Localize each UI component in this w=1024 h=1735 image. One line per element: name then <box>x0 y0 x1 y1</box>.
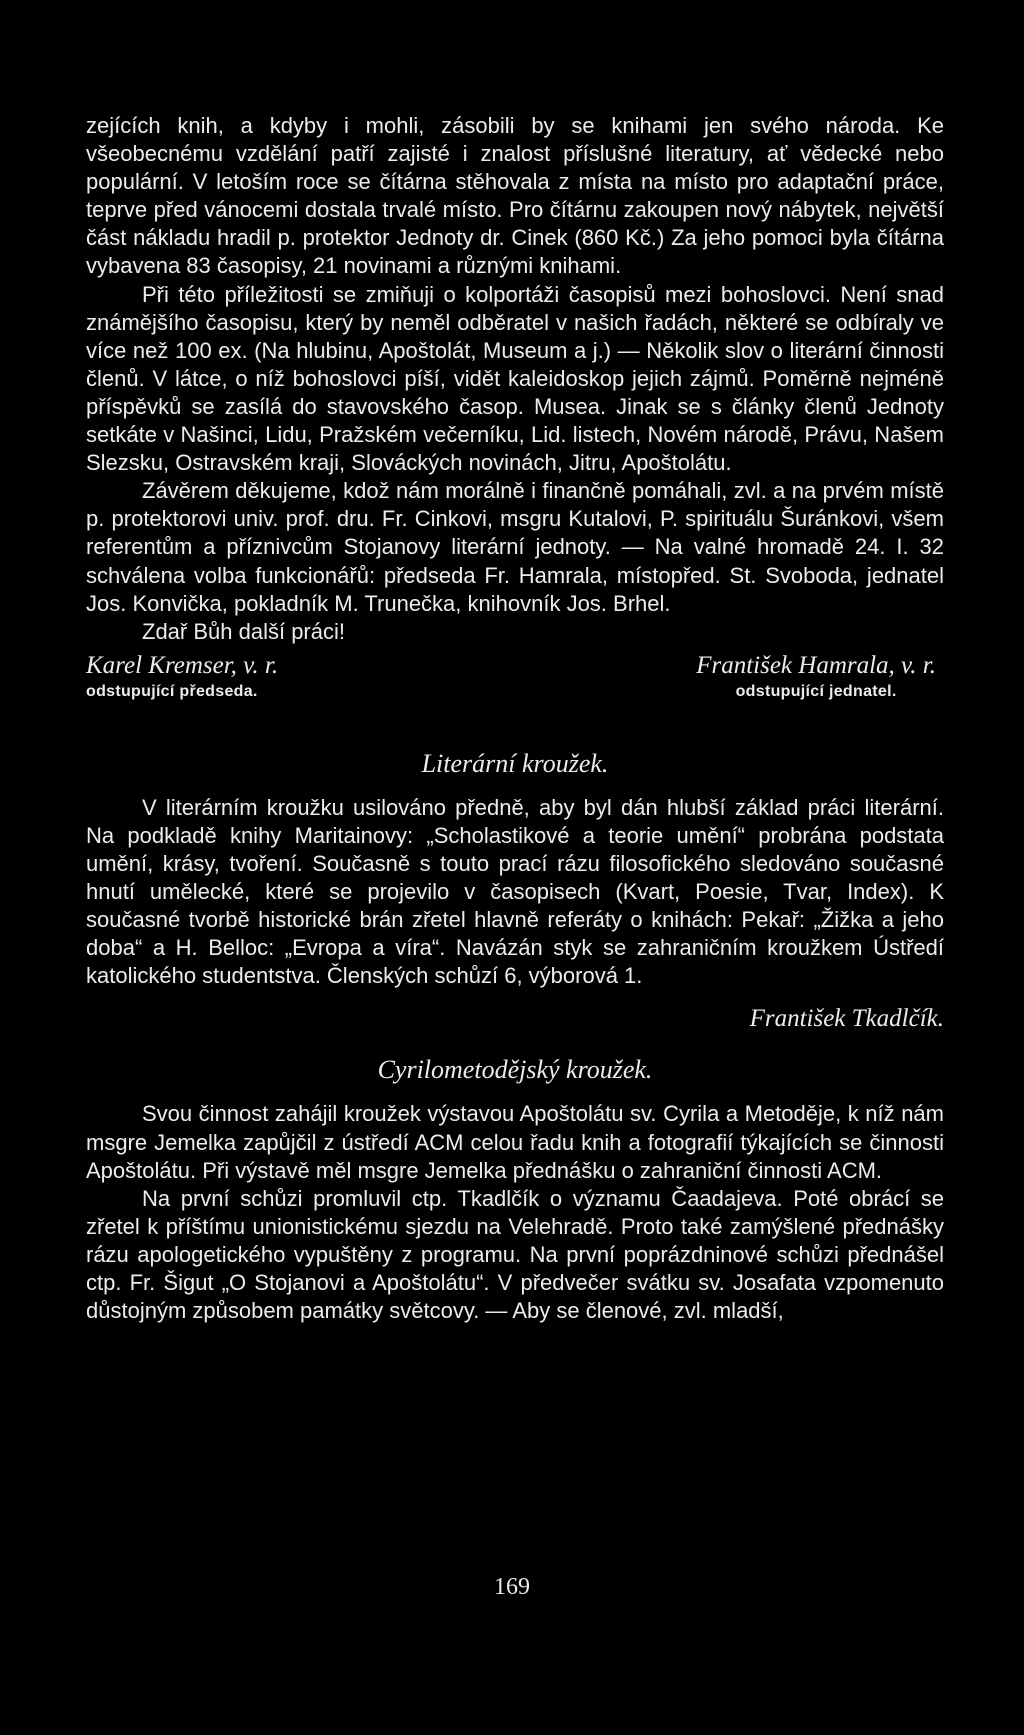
signature-role: odstupující předseda. <box>86 682 258 700</box>
signature-secretary <box>696 652 936 704</box>
literary-paragraph: V literárním kroužku usilováno předně, aby byl dán hlubší základ práci literární. Na podkladě knihy Maritainovy: „Scholastikové a teorie umění“ probrána podstata umění, krásy, tvoření. Současně s touto prací rázu filosofického sledováno současné hnutí umělecké, které se projevilo v časopisech (Kvart, Poesie, Tvar, Index). K současné tvorbě historické brán zřetel hlavně referáty o knihách: Pekař: „Žižka a jeho doba“ a H. Belloc: „Evropa a víra“. Navázán styk se zahraničním kroužkem Ústředí katolického studentstva. Členských schůzí 6, výborová 1. <box>86 794 944 989</box>
signature-chairman <box>86 652 278 704</box>
section-heading-literary: Literární kroužek. <box>421 748 609 778</box>
signature-name: František Hamrala, v. r. <box>696 651 936 679</box>
report-paragraph-2: Při této příležitosti se zmiňuji o kolportáži časopisů mezi bohoslovci. Není snad známějšího časopisu, který by neměl odběratel v našich řadách, některé se odbíraly ve více než 100 ex. (Na hlubinu, Apoštolát, Museum a j.) — Několik slov o literární činnosti členů. V látce, o níž bohoslovci píší, vidět kaleidoskop jejich zájmů. Poměrně nejméně příspěvků se zasílá do stavovského časop. Musea. Jinak se s články členů Jednoty setkáte v Našinci, Lidu, Pražském večerníku, Lid. listech, Novém národě, Právu, Našem Slezsku, Ostravském kraji, Slováckých novinách, Jitru, Apoštolátu. <box>86 281 944 476</box>
cyrilomethodian-paragraph-1: Svou činnost zahájil kroužek výstavou Apoštolátu sv. Cyrila a Metoděje, k níž nám msgre Jemelka zapůjčil z ústředí ACM celou řadu knih a fotografií týkajících se činnosti Apoštolátu. Při výstavě měl msgre Jemelka přednášku o zahraniční činnosti ACM. <box>86 1101 944 1183</box>
page-body <box>86 112 944 1325</box>
report-paragraph-1: zejících knih, a kdyby i mohli, zásobili by se knihami jen svého národa. Ke všeobecnému vzdělání patří zajisté i znalost příslušné literatury, ať vědecké nebo populární. V letoším roce se čítárna stěhovala z místa na místo pro adaptační práce, teprve před vánocemi dostala trvalé místo. Pro čítárnu zakoupen nový nábytek, největší část nákladu hradil p. protektor Jednoty dr. Cinek (860 Kč.) Za jeho pomoci byla čítárna vybavena 83 časopisy, 21 novinami a různými knihami. <box>86 113 944 279</box>
signature-name: Karel Kremser, v. r. <box>86 651 279 679</box>
signature-role: odstupující jednatel. <box>735 682 897 700</box>
report-closing: Zdař Bůh další práci! <box>142 618 345 644</box>
report-paragraph-3: Závěrem děkujeme, kdož nám morálně i finančně pomáhali, zvl. a na prvém místě p. protektorovi univ. prof. dru. Fr. Cinkovi, msgru Kutalovi, P. spirituálu Šuránkovi, všem referentům a příznivcům Stojanovy literární jednoty. — Na valné hromadě 24. I. 32 schválena volba funkcionářů: předseda Fr. Hamrala, místopřed. St. Svoboda, jednatel Jos. Konvička, pokladník M. Trunečka, knihovník Jos. Brhel. <box>86 478 944 616</box>
page-number: 169 <box>494 1574 530 1600</box>
signature-block <box>86 652 944 710</box>
section-heading-cyrilomethodian: Cyrilometodějský kroužek. <box>377 1055 653 1085</box>
cyrilomethodian-paragraph-2: Na první schůzi promluvil ctp. Tkadlčík o významu Čaadajeva. Poté obrácí se zřetel k příštímu unionistickému sjezdu na Velehradě. Proto také zamýšlené přednášky rázu apologetického vypuštěny z programu. Na první poprázdninové schůzi přednášel ctp. Fr. Šigut „O Stojanovi a Apoštolátu“. V předvečer svátku sv. Josafata vzpomenuto důstojným způsobem památky světcovy. — Aby se členové, zvl. mladší, <box>86 1185 944 1324</box>
literary-author: František Tkadlčík. <box>749 1005 944 1033</box>
